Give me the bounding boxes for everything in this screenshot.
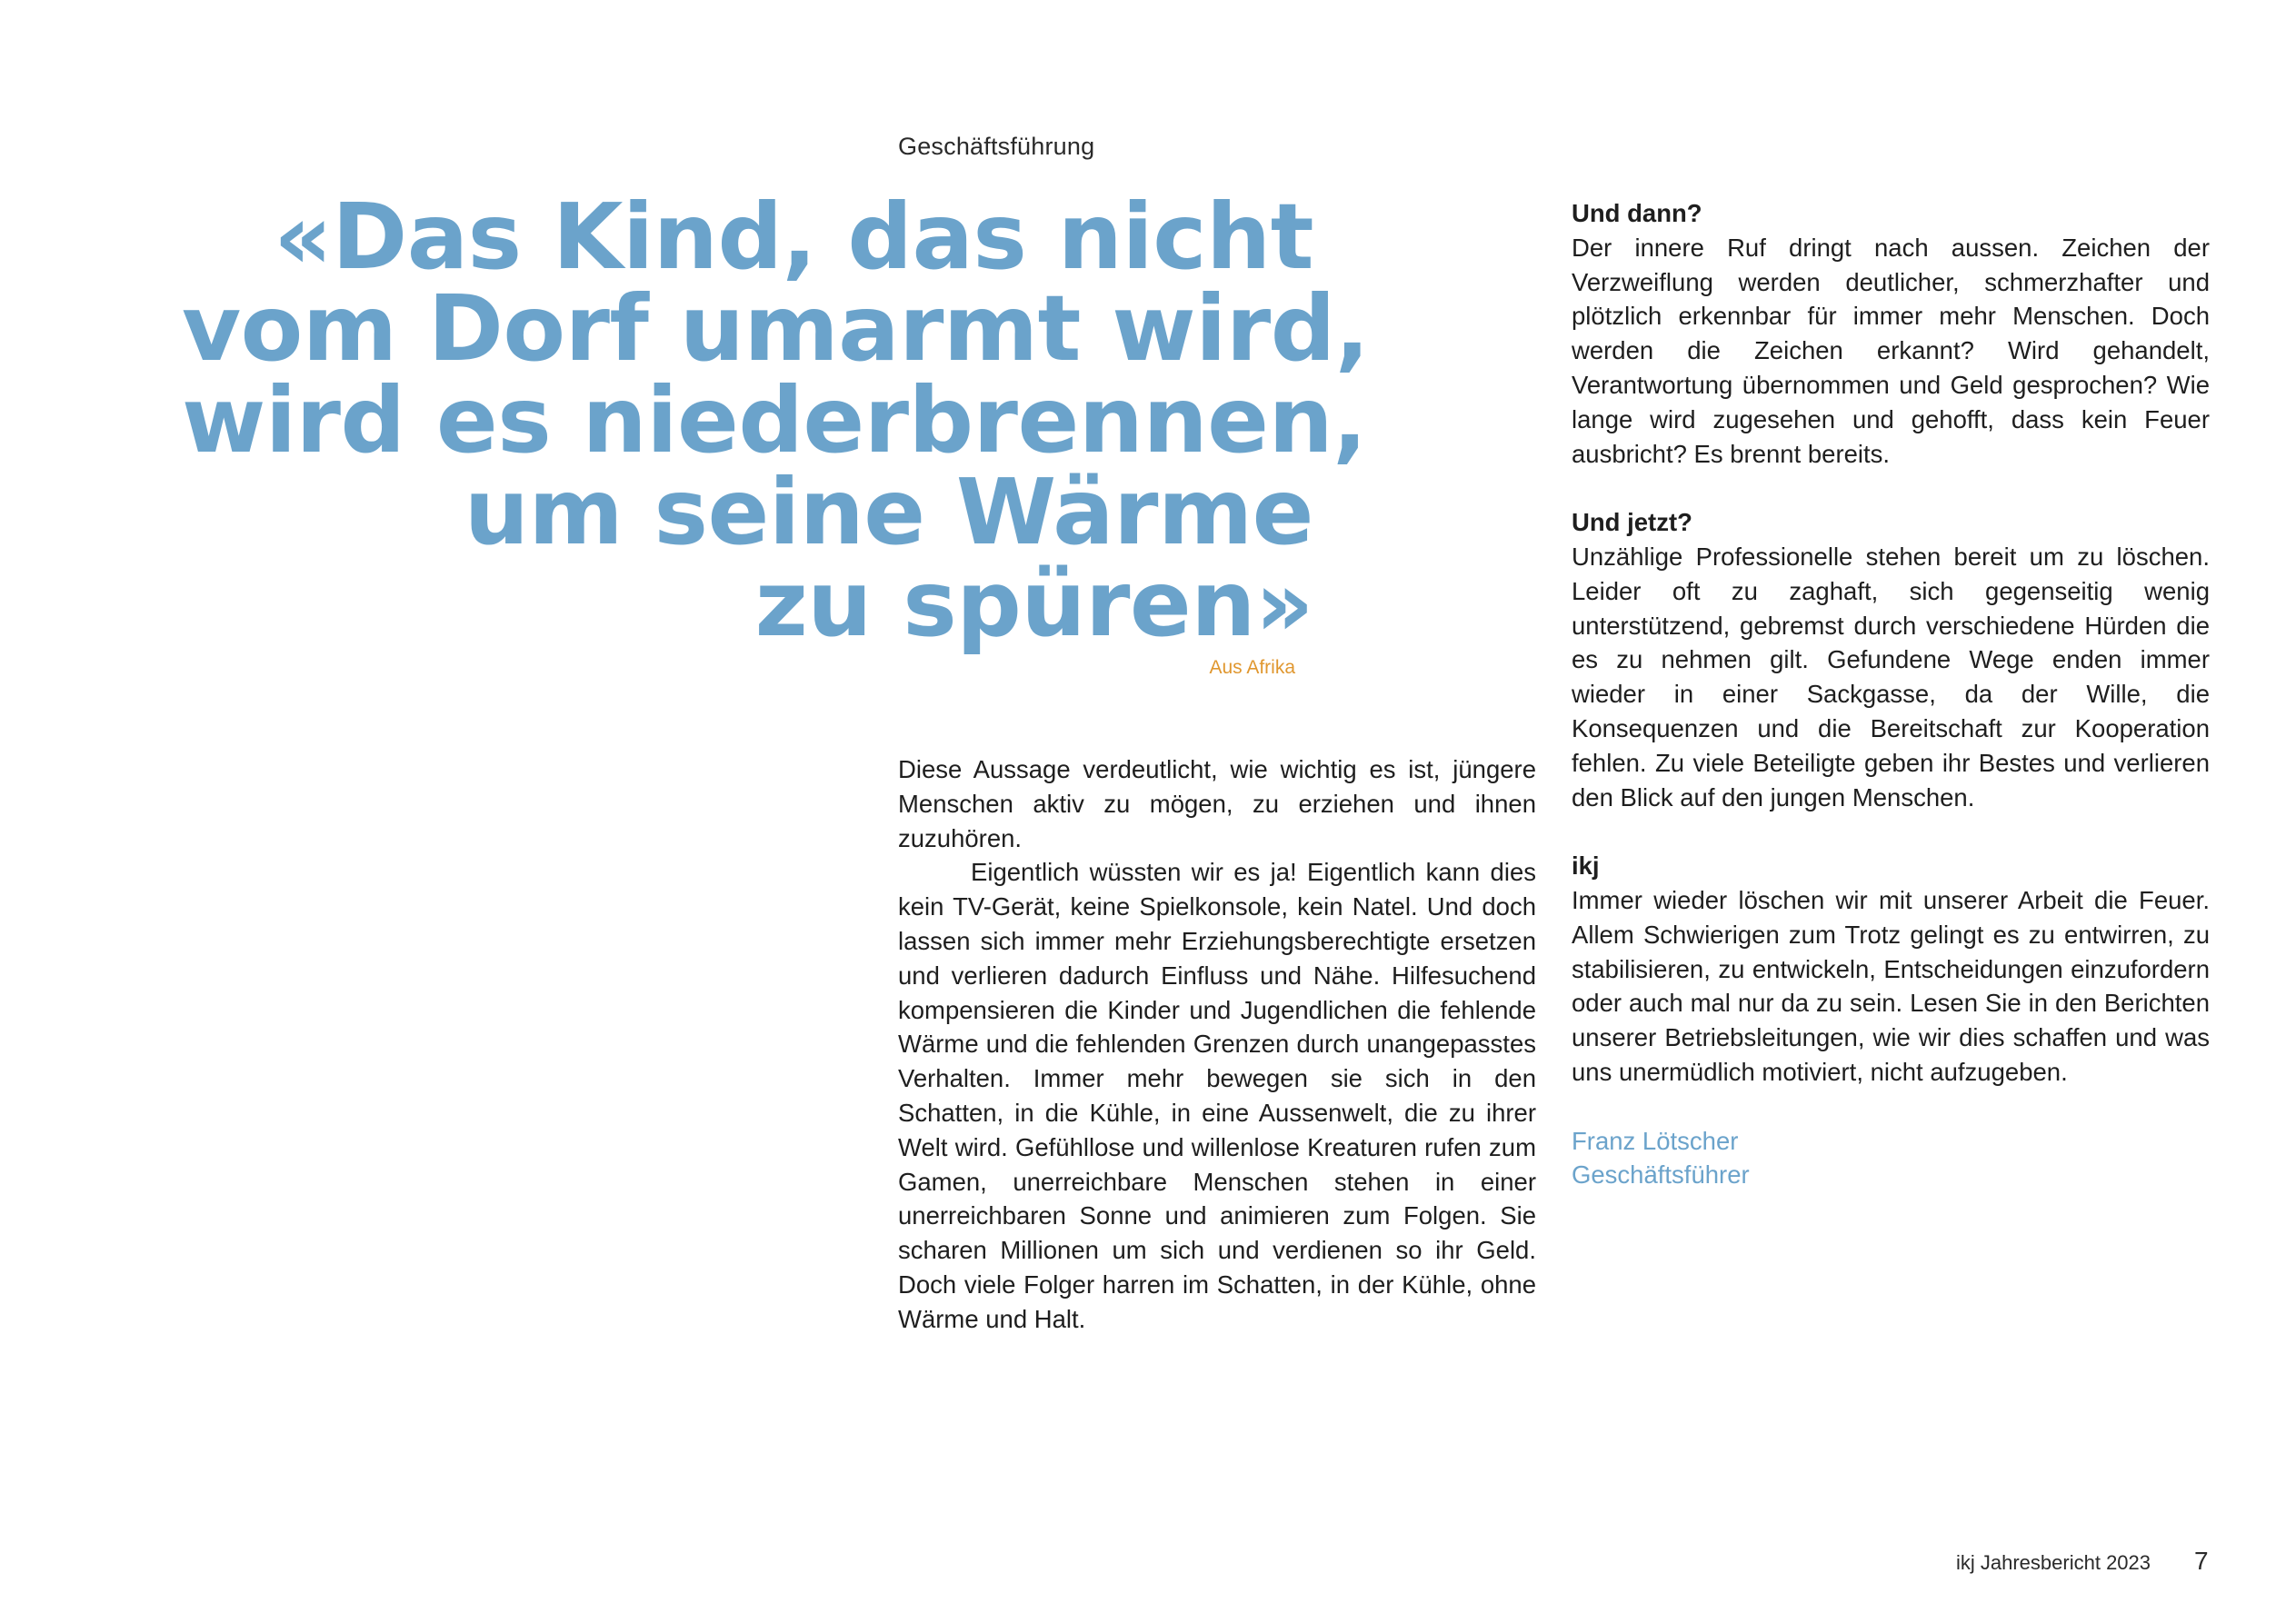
right-column: [1572, 196, 2210, 1192]
section-label: Geschäftsführung: [898, 133, 1095, 160]
section-text-und-jetzt: Unzählige Professionelle stehen bereit um zu löschen. Leider oft zu zaghaft, sich gegenseitig wenig unterstützend, gebremst durch verschiedene Hürden die es zu nehmen gilt. Gefundene Wege enden immer wieder in einer Sackgasse, da der Wille, die Konsequenzen und die Bereitschaft zur Kooperation fehlen. Zu viele Beteiligte geben ihr Bestes und verlieren den Blick auf den jungen Menschen.: [1572, 542, 2210, 812]
quote-line: um seine Wärme: [464, 459, 1313, 565]
section-heading-ikj: ikj: [1572, 851, 1600, 881]
body-paragraph: Eigentlich wüssten wir es ja! Eigentlich kann dies kein TV-Gerät, keine Spielkonsole, kein Natel. Und doch lassen sich immer mehr Erziehungsberechtigte ersetzen und verlieren dadurch Einfluss und Nähe. Hilfesuchend kompensieren die Kinder und Jugendlichen die fehlende Wärme und die fehlenden Grenzen durch unangepasstes Verhalten. Immer mehr bewegen sie sich in den Schatten, in die Kühle, in eine Aussenwelt, die zu ihrer Welt wird. Gefühllose und willenlose Kreaturen rufen zum Gamen, unerreichbare Menschen stehen in einer unerreichbaren Sonne und animieren zum Folgen. Sie scharen Millionen um sich und verdienen so ihr Geld. Doch viele Folger harren im Schatten, in der Kühle, ohne Wärme und Halt.: [898, 858, 1536, 1333]
signature-role: Geschäftsführer: [1572, 1160, 1750, 1190]
quote-line: zu spüren»: [754, 551, 1313, 657]
page-number: 7: [2194, 1547, 2209, 1575]
signature-name: Franz Lötscher: [1572, 1126, 1739, 1155]
left-column: [898, 752, 1536, 1337]
section-heading-und-dann: Und dann?: [1572, 199, 1702, 227]
quote-line: wird es niederbrennen,: [182, 367, 1367, 473]
intro-paragraph: Diese Aussage verdeutlicht, wie wichtig es ist, jüngere Menschen aktiv zu mögen, zu erziehen und ihnen zuzuhören.: [898, 755, 1536, 852]
section-text-ikj: Immer wieder löschen wir mit unserer Arbeit die Feuer. Allem Schwierigen zum Trotz gelingt es zu entwirren, zu stabilisieren, zu entwickeln, Entscheidungen einzufordern oder auch mal nur da zu sein. Lesen Sie in den Berichten unserer Betriebsleitungen, wie wir dies schaffen und was uns unermüdlich motiviert, nicht aufzugeben.: [1572, 885, 2210, 1086]
quote-line: vom Dorf umarmt wird,: [182, 275, 1370, 382]
section-text-und-dann: Der innere Ruf dringt nach aussen. Zeichen der Verzweiflung werden deutlicher, schmerzhafter und plötzlich erkennbar für immer mehr Menschen. Doch werden die Zeichen erkannt? Wird gehandelt, Verantwortung übernommen und Geld gesprochen? Wie lange wird zugesehen und gehofft, dass kein Feuer ausbricht? Es brennt bereits.: [1572, 233, 2210, 468]
footer-publication: ikj Jahresbericht 2023: [1956, 1551, 2151, 1574]
section-heading-und-jetzt: Und jetzt?: [1572, 508, 1692, 537]
pull-quote: [182, 184, 1370, 657]
quote-line: «Das Kind, das nicht: [274, 184, 1313, 290]
quote-source: Aus Afrika: [1209, 657, 1295, 678]
